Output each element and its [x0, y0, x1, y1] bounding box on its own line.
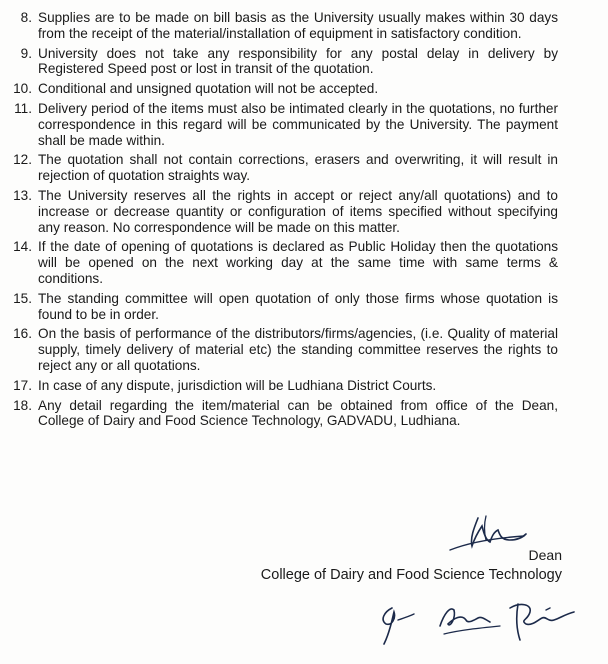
clause-item — [6, 239, 558, 286]
clause-text: In case of any dispute, jurisdiction will be Ludhiana District Courts. — [38, 377, 437, 393]
clause-text: Any detail regarding the item/material can be obtained from office of the Dean, College of Dairy and Food Science Technology, GADVADU, Ludhiana. — [38, 397, 558, 429]
clause-number: 15. — [13, 290, 32, 306]
handwritten-initials — [370, 590, 590, 650]
clause-number: 17. — [13, 377, 32, 393]
clause-item — [6, 81, 558, 97]
clause-text: If the date of opening of quotations is declared as Public Holiday then the quotations will be opened on the next working day at the same time with same terms & conditions. — [38, 239, 558, 286]
clause-number: 18. — [13, 397, 32, 413]
clause-item — [6, 152, 558, 184]
clause-text: University does not take any responsibility for any postal delay in delivery by Registered Speed post or lost in transit of the quotation. — [38, 45, 558, 77]
clause-text: Supplies are to be made on bill basis as the University usually makes within 30 days from the receipt of the material/installation of equipment in satisfactory condition. — [38, 10, 558, 41]
clause-number: 10. — [13, 81, 32, 97]
clause-number: 12. — [13, 152, 32, 168]
clause-text: The University reserves all the rights in accept or reject any/all quotations) and to increase or decrease quantity or configuration of items specified without specifying any reason. No correspondence will be made on this matter. — [38, 187, 558, 235]
signatory-designation: Dean — [528, 547, 562, 563]
terms-list — [6, 10, 558, 433]
clause-item — [6, 326, 558, 373]
dean-signature — [440, 510, 530, 560]
clause-text: Delivery period of the items must also be intimated clearly in the quotations, no further correspondence in this regard will be communicated by the University. The payment shall be made within. — [38, 100, 558, 148]
clause-number: 13. — [13, 187, 32, 203]
clause-item — [6, 101, 558, 148]
clause-item — [6, 398, 558, 430]
clause-item — [6, 291, 558, 323]
clause-text: On the basis of performance of the distributors/firms/agencies, (i.e. Quality of material supply, timely delivery of material etc) the standing committee reserves the rights to reject any or all quotations. — [38, 326, 558, 373]
clause-item — [6, 188, 558, 235]
clause-item — [6, 46, 558, 78]
clause-text: Conditional and unsigned quotation will not be accepted. — [38, 81, 379, 97]
clause-item — [6, 378, 558, 394]
clause-number: 9. — [20, 45, 32, 61]
clause-number: 16. — [13, 326, 32, 342]
clause-item — [6, 10, 558, 42]
clause-text: The standing committee will open quotation of only those firms whose quotation is found to be in order. — [38, 290, 558, 322]
clause-number: 8. — [20, 10, 32, 25]
signatory-office: College of Dairy and Food Science Technology — [260, 567, 562, 583]
clause-number: 14. — [13, 239, 32, 255]
clause-text: The quotation shall not contain corrections, erasers and overwriting, it will result in rejection of quotation straights way. — [38, 152, 558, 184]
clause-number: 11. — [14, 100, 32, 116]
